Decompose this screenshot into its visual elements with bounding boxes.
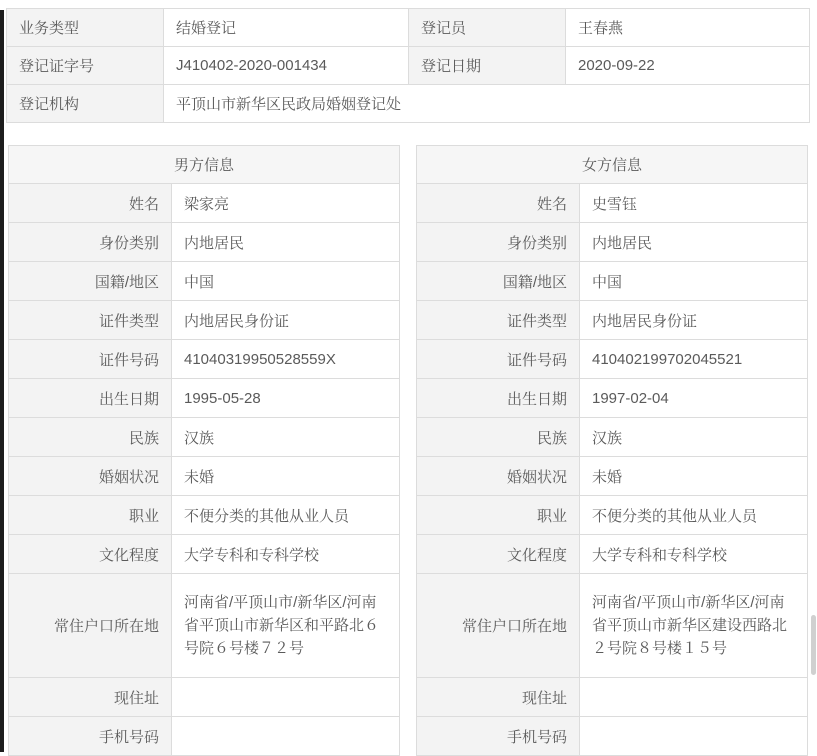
table-row <box>417 535 808 574</box>
table-row <box>417 496 808 535</box>
field-label-occupation: 职业 <box>417 496 580 535</box>
field-value-id-number: 410402199702045521 <box>580 340 808 379</box>
table-row <box>9 574 400 678</box>
male-panel-title: 男方信息 <box>9 146 400 184</box>
table-row <box>9 184 400 223</box>
female-panel-title: 女方信息 <box>417 146 808 184</box>
table-row <box>417 678 808 717</box>
certificate-no-label: 登记证字号 <box>7 47 164 85</box>
table-row <box>417 457 808 496</box>
field-value-id-type: 内地居民身份证 <box>172 301 400 340</box>
field-value-education: 大学专科和专科学校 <box>172 535 400 574</box>
field-value-identity-type: 内地居民 <box>580 223 808 262</box>
field-label-ethnicity: 民族 <box>9 418 172 457</box>
field-label-marital-status: 婚姻状况 <box>9 457 172 496</box>
table-row <box>7 85 810 123</box>
table-row <box>9 678 400 717</box>
table-row <box>9 262 400 301</box>
table-row <box>9 457 400 496</box>
field-value-current-address <box>172 678 400 717</box>
table-row <box>417 418 808 457</box>
field-label-marital-status: 婚姻状况 <box>417 457 580 496</box>
certificate-no-value: J410402-2020-001434 <box>164 47 409 85</box>
table-row <box>417 223 808 262</box>
field-value-nationality: 中国 <box>172 262 400 301</box>
field-label-name: 姓名 <box>417 184 580 223</box>
field-label-birth-date: 出生日期 <box>9 379 172 418</box>
table-row <box>7 9 810 47</box>
field-value-mobile <box>172 717 400 756</box>
registration-date-value: 2020-09-22 <box>566 47 810 85</box>
field-label-household-address: 常住户口所在地 <box>417 574 580 678</box>
field-value-id-type: 内地居民身份证 <box>580 301 808 340</box>
field-label-id-number: 证件号码 <box>417 340 580 379</box>
field-value-household-address: 河南省/平顶山市/新华区/河南省平顶山市新华区和平路北６号院６号楼７２号 <box>172 574 400 678</box>
agency-value: 平顶山市新华区民政局婚姻登记处 <box>164 85 810 123</box>
field-label-identity-type: 身份类别 <box>9 223 172 262</box>
field-label-nationality: 国籍/地区 <box>417 262 580 301</box>
field-value-identity-type: 内地居民 <box>172 223 400 262</box>
field-value-name: 梁家亮 <box>172 184 400 223</box>
scrollbar-thumb[interactable] <box>811 615 816 675</box>
field-label-id-type: 证件类型 <box>417 301 580 340</box>
table-row <box>9 301 400 340</box>
field-label-identity-type: 身份类别 <box>417 223 580 262</box>
table-row <box>417 262 808 301</box>
business-type-value: 结婚登记 <box>164 9 409 47</box>
field-label-nationality: 国籍/地区 <box>9 262 172 301</box>
registrar-label: 登记员 <box>409 9 566 47</box>
field-value-current-address <box>580 678 808 717</box>
field-label-education: 文化程度 <box>9 535 172 574</box>
agency-label: 登记机构 <box>7 85 164 123</box>
field-label-ethnicity: 民族 <box>417 418 580 457</box>
field-value-ethnicity: 汉族 <box>580 418 808 457</box>
table-row <box>9 418 400 457</box>
field-value-birth-date: 1997-02-04 <box>580 379 808 418</box>
table-row <box>417 146 808 184</box>
window-edge <box>0 10 4 752</box>
table-row <box>417 574 808 678</box>
field-label-name: 姓名 <box>9 184 172 223</box>
registrar-value: 王春燕 <box>566 9 810 47</box>
table-row <box>417 717 808 756</box>
field-value-household-address: 河南省/平顶山市/新华区/河南省平顶山市新华区建设西路北２号院８号楼１５号 <box>580 574 808 678</box>
field-label-occupation: 职业 <box>9 496 172 535</box>
table-row <box>9 496 400 535</box>
field-label-current-address: 现住址 <box>417 678 580 717</box>
field-value-nationality: 中国 <box>580 262 808 301</box>
field-value-name: 史雪钰 <box>580 184 808 223</box>
table-row <box>9 340 400 379</box>
male-info-table <box>8 145 400 756</box>
field-value-occupation: 不便分类的其他从业人员 <box>172 496 400 535</box>
field-label-current-address: 现住址 <box>9 678 172 717</box>
field-label-mobile: 手机号码 <box>9 717 172 756</box>
table-row <box>9 535 400 574</box>
field-label-birth-date: 出生日期 <box>417 379 580 418</box>
field-value-id-number: 41040319950528559X <box>172 340 400 379</box>
table-row <box>9 223 400 262</box>
table-row <box>9 379 400 418</box>
field-value-mobile <box>580 717 808 756</box>
field-value-birth-date: 1995-05-28 <box>172 379 400 418</box>
table-row <box>417 301 808 340</box>
field-label-education: 文化程度 <box>417 535 580 574</box>
table-row <box>417 340 808 379</box>
table-row <box>7 47 810 85</box>
field-value-ethnicity: 汉族 <box>172 418 400 457</box>
female-info-table <box>416 145 808 756</box>
field-value-education: 大学专科和专科学校 <box>580 535 808 574</box>
registration-summary-table <box>6 8 810 123</box>
field-label-mobile: 手机号码 <box>417 717 580 756</box>
business-type-label: 业务类型 <box>7 9 164 47</box>
table-row <box>9 717 400 756</box>
registration-date-label: 登记日期 <box>409 47 566 85</box>
table-row <box>9 146 400 184</box>
field-value-marital-status: 未婚 <box>580 457 808 496</box>
field-label-id-number: 证件号码 <box>9 340 172 379</box>
field-value-occupation: 不便分类的其他从业人员 <box>580 496 808 535</box>
field-label-household-address: 常住户口所在地 <box>9 574 172 678</box>
table-row <box>417 184 808 223</box>
field-label-id-type: 证件类型 <box>9 301 172 340</box>
table-row <box>417 379 808 418</box>
field-value-marital-status: 未婚 <box>172 457 400 496</box>
